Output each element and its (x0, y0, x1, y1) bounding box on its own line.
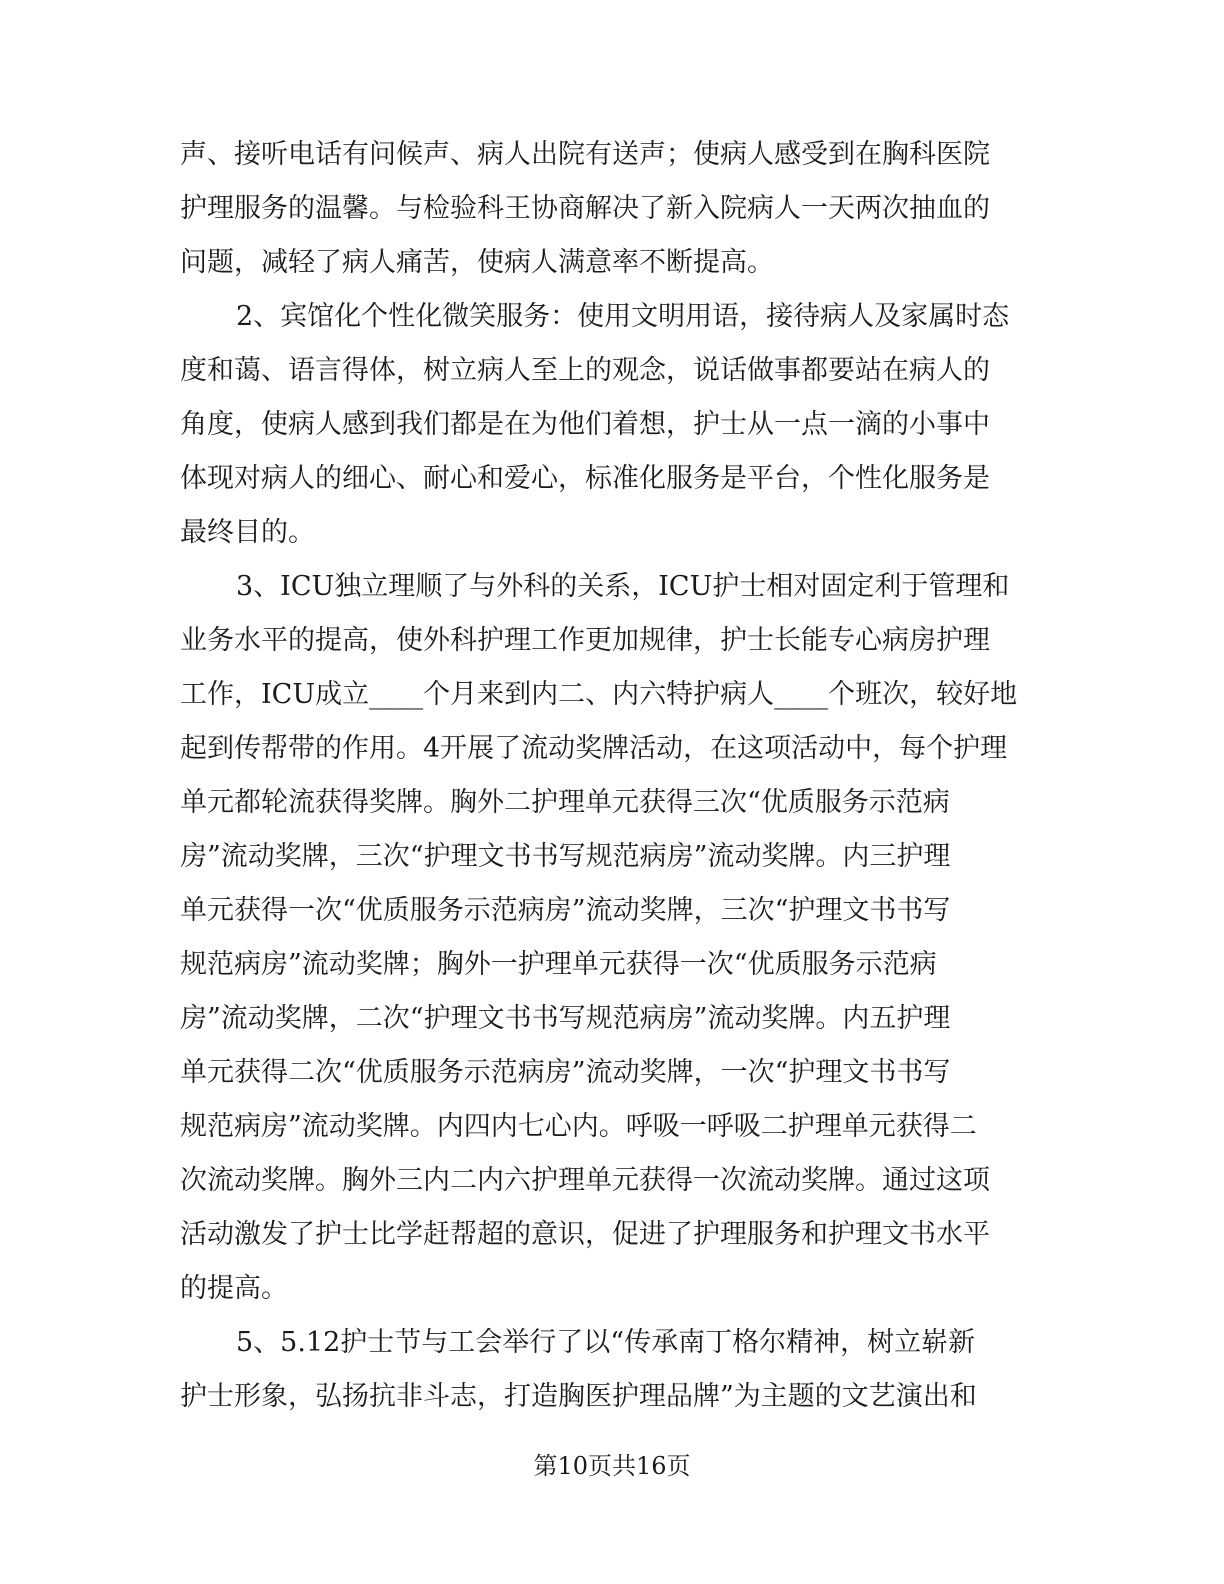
text-line: 规范病房”流动奖牌。内四内七心内。呼吸一呼吸二护理单元获得二 (180, 1111, 977, 1142)
text-line: 起到传帮带的作用。4开展了流动奖牌活动，在这项活动中，每个护理 (180, 733, 1008, 764)
text-line: 规范病房”流动奖牌；胸外一护理单元获得一次“优质服务示范病 (180, 949, 937, 980)
text-line: 活动激发了护士比学赶帮超的意识，促进了护理服务和护理文书水平 (180, 1219, 990, 1250)
paragraph-start-line: 5、5.12护士节与工会举行了以“传承南丁格尔精神，树立崭新 (236, 1327, 976, 1358)
text-line: 问题，减轻了病人痛苦，使病人满意率不断提高。 (180, 247, 774, 278)
text-line: 单元获得一次“优质服务示范病房”流动奖牌，三次“护理文书书写 (180, 895, 951, 926)
page-number-footer: 第10页共16页 (533, 1452, 691, 1480)
paragraph-start-line: 2、宾馆化个性化微笑服务：使用文明用语，接待病人及家属时态 (236, 301, 1010, 332)
paragraph-start-line: 3、ICU独立理顺了与外科的关系，ICU护士相对固定利于管理和 (236, 571, 1010, 602)
text-line: 次流动奖牌。胸外三内二内六护理单元获得一次流动奖牌。通过这项 (180, 1165, 990, 1196)
text-line: 角度，使病人感到我们都是在为他们着想，护士从一点一滴的小事中 (180, 409, 990, 440)
text-line: 护理服务的温馨。与检验科王协商解决了新入院病人一天两次抽血的 (180, 193, 990, 224)
document-body (180, 128, 1044, 1424)
text-line: 房”流动奖牌，三次“护理文书书写规范病房”流动奖牌。内三护理 (180, 841, 951, 872)
text-line: 房”流动奖牌，二次“护理文书书写规范病房”流动奖牌。内五护理 (180, 1003, 951, 1034)
text-line: 最终目的。 (180, 517, 315, 548)
text-line: 工作，ICU成立____个月来到内二、内六特护病人____个班次，较好地 (180, 679, 1018, 710)
text-line: 单元获得二次“优质服务示范病房”流动奖牌，一次“护理文书书写 (180, 1057, 951, 1088)
text-line: 声、接听电话有问候声、病人出院有送声；使病人感受到在胸科医院 (180, 139, 990, 170)
text-line: 度和蔼、语言得体，树立病人至上的观念，说话做事都要站在病人的 (180, 355, 990, 386)
text-line: 护士形象，弘扬抗非斗志，打造胸医护理品牌”为主题的文艺演出和 (180, 1381, 977, 1412)
text-line: 业务水平的提高，使外科护理工作更加规律，护士长能专心病房护理 (180, 625, 990, 656)
text-line: 单元都轮流获得奖牌。胸外二护理单元获得三次“优质服务示范病 (180, 787, 950, 818)
text-line: 的提高。 (180, 1273, 288, 1304)
text-line: 体现对病人的细心、耐心和爱心，标准化服务是平台，个性化服务是 (180, 463, 990, 494)
